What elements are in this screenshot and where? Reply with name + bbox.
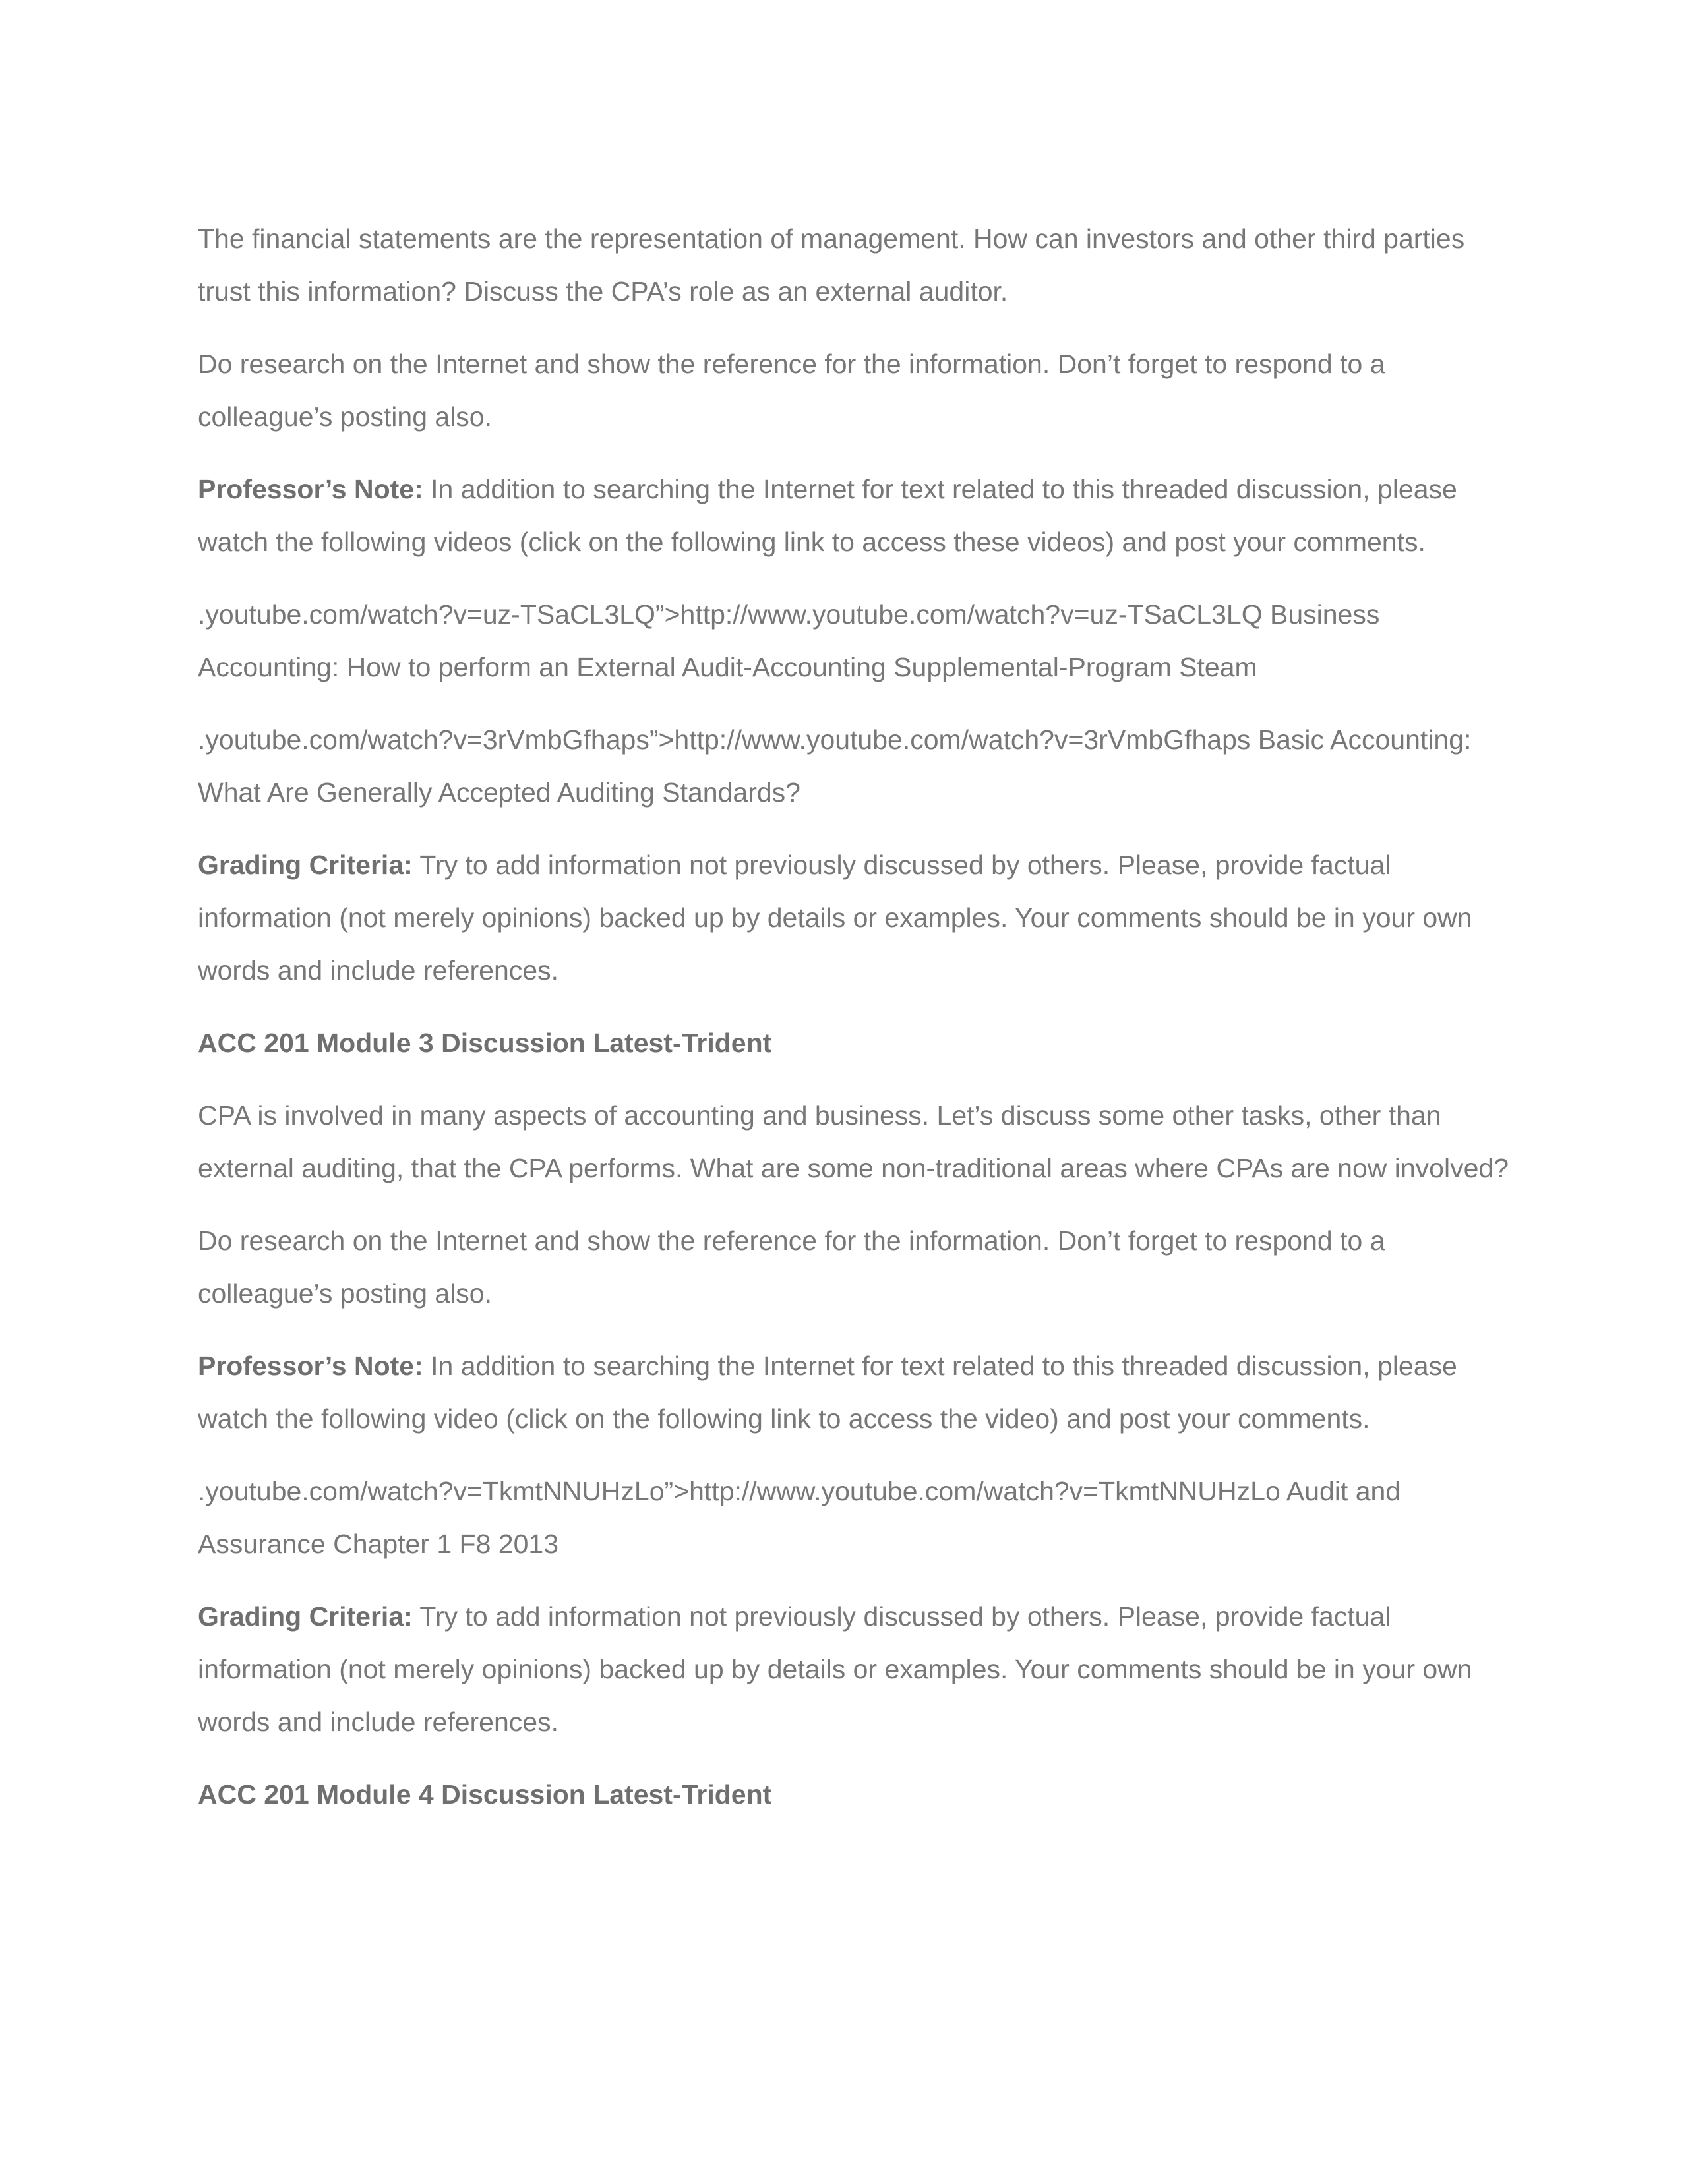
paragraph-text: Do research on the Internet and show the reference for the information. Don’t forget to respond to a colleague’s posting also. xyxy=(198,1225,1385,1309)
note-label: Professor’s Note: xyxy=(198,1351,423,1381)
heading-text: ACC 201 Module 3 Discussion Latest-Trident xyxy=(198,1028,772,1058)
note-label: Professor’s Note: xyxy=(198,474,423,504)
paragraph-video-link-3 xyxy=(198,1465,1510,1570)
video-link-text: .youtube.com/watch?v=uz-TSaCL3LQ”>http://www.youtube.com/watch?v=uz-TSaCL3LQ Business Accounting: How to perform an External Audit-Accounting Supplemental-Program Steam xyxy=(198,599,1380,682)
paragraph-cpa-question xyxy=(198,1089,1510,1195)
document-body xyxy=(198,212,1510,1841)
paragraph-video-link-1 xyxy=(198,588,1510,694)
criteria-text: Try to add information not previously discussed by others. Please, provide factual information (not merely opinions) backed up by details or examples. Your comments should be in your own words and include references. xyxy=(198,1601,1472,1737)
paragraph-research-instructions xyxy=(198,338,1510,443)
note-text: In addition to searching the Internet for text related to this threaded discussion, please watch the following videos (click on the following link to access these videos) and post your comments. xyxy=(198,474,1457,557)
paragraph-grading-criteria xyxy=(198,1590,1510,1748)
video-link-text: .youtube.com/watch?v=3rVmbGfhaps”>http://www.youtube.com/watch?v=3rVmbGfhaps Basic Accounting: What Are Generally Accepted Auditing Standards? xyxy=(198,724,1472,808)
note-text: In addition to searching the Internet for text related to this threaded discussion, please watch the following video (click on the following link to access the video) and post your comments. xyxy=(198,1351,1457,1434)
section-heading-module-3 xyxy=(198,1017,1510,1069)
section-heading-module-4 xyxy=(198,1768,1510,1821)
paragraph-text: CPA is involved in many aspects of accounting and business. Let’s discuss some other tasks, other than external auditing, that the CPA performs. What are some non-traditional areas where CPAs are now involved? xyxy=(198,1100,1509,1183)
paragraph-text: The financial statements are the representation of management. How can investors and other third parties trust this information? Discuss the CPA’s role as an external auditor. xyxy=(198,223,1465,307)
paragraph-research-instructions xyxy=(198,1214,1510,1320)
criteria-label: Grading Criteria: xyxy=(198,1601,413,1632)
criteria-label: Grading Criteria: xyxy=(198,850,413,880)
paragraph-professor-note xyxy=(198,463,1510,568)
paragraph-video-link-2 xyxy=(198,713,1510,819)
paragraph-grading-criteria xyxy=(198,839,1510,997)
paragraph-professor-note xyxy=(198,1340,1510,1445)
paragraph-text: Do research on the Internet and show the reference for the information. Don’t forget to respond to a colleague’s posting also. xyxy=(198,349,1385,432)
video-link-text: .youtube.com/watch?v=TkmtNNUHzLo”>http://www.youtube.com/watch?v=TkmtNNUHzLo Audit and Assurance Chapter 1 F8 2013 xyxy=(198,1476,1401,1559)
criteria-text: Try to add information not previously discussed by others. Please, provide factual information (not merely opinions) backed up by details or examples. Your comments should be in your own words and include references. xyxy=(198,850,1472,986)
paragraph-intro-question xyxy=(198,212,1510,318)
heading-text: ACC 201 Module 4 Discussion Latest-Trident xyxy=(198,1779,772,1810)
